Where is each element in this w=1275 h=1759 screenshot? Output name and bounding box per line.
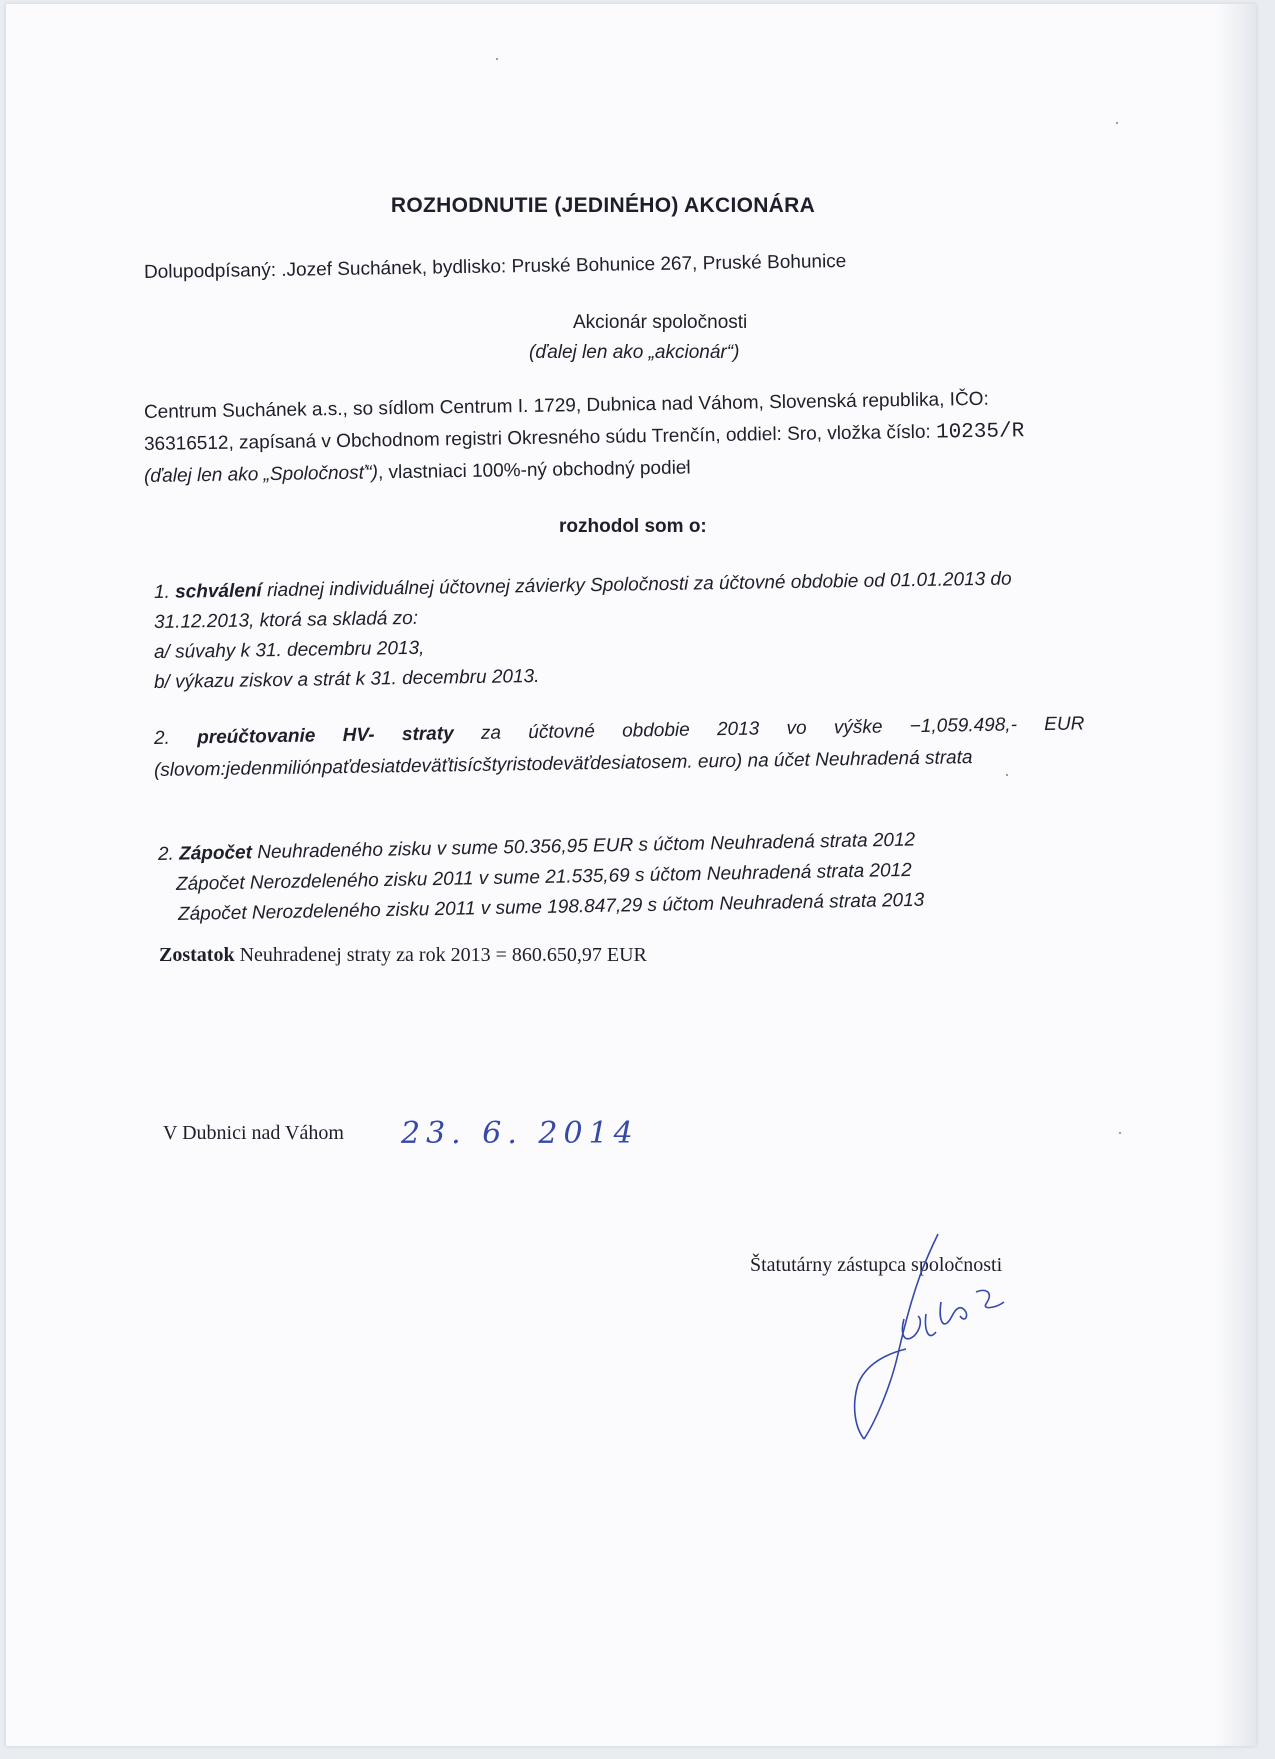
company-share: , vlastniaci 100%-ný obchodný podiel: [377, 457, 691, 484]
item1-keyword: schválení: [174, 580, 262, 603]
item3-text: Neuhradeného zisku v sume 50.356,95 EUR s účtom Neuhradená strata 2012: [257, 829, 916, 864]
undersigned-line: Dolupodpísaný: .Jozef Suchánek, bydlisko: Pruské Bohunice 267, Pruské Bohunice: [143, 250, 847, 283]
role-line: Akcionár spoločnosti: [573, 312, 748, 333]
company-line-2: [144, 420, 1025, 457]
item2-line-2: (slovom:jedenmiliónpaťdesiatdeväťtisícštyristodeväťdesiatosem. euro) na účet Neuhradená strata: [153, 747, 973, 781]
item3-line-1: [158, 829, 916, 866]
company-line-2-text: 36316512, zapísaná v Obchodnom registri Okresného súdu Trenčín, oddiel: Sro, vložka číslo:: [143, 421, 931, 455]
role-note: (ďalej len ako „akcionár“): [529, 342, 740, 363]
company-line-3: [144, 457, 691, 488]
decided-heading: rozhodol som o:: [559, 516, 707, 537]
item3-line-3: Zápočet Nerozdeleného zisku 2011 v sume 198.847,29 s účtom Neuhradená strata 2013: [177, 889, 925, 925]
scan-speck: [1119, 1132, 1121, 1134]
item2-number: 2.: [153, 727, 171, 749]
signatory-label: Štatutárny zástupca spoločnosti: [750, 1254, 1003, 1276]
item2-keyword: preúčtovanie HV- straty: [196, 723, 454, 749]
item1-line-3: a/ súvahy k 31. decembru 2013,: [153, 637, 425, 663]
item1-text: riadnej individuálnej účtovnej závierky Spoločnosti za účtovné obdobie od 01.01.2013 do: [266, 568, 1012, 602]
registration-number: 10235/R: [935, 420, 1025, 445]
scan-speck: [1116, 122, 1118, 124]
place-line: V Dubnici nad Váhom: [163, 1122, 344, 1144]
remainder-text: Neuhradenej straty za rok 2013 = 860.650,97 EUR: [239, 944, 647, 966]
item3-line-2: Zápočet Nerozdeleného zisku 2011 v sume 21.535,69 s účtom Neuhradená strata 2012: [175, 859, 912, 895]
item1-line-2: 31.12.2013, ktorá sa skladá zo:: [153, 607, 419, 633]
company-line-1: Centrum Suchánek a.s., so sídlom Centrum I. 1729, Dubnica nad Váhom, Slovenská republika, IČO:: [143, 388, 989, 423]
remainder-line: [159, 944, 647, 967]
company-alias: (ďalej len ako „Spoločnosť“): [143, 462, 379, 487]
item2-text: za účtovné obdobie 2013 vo výške −1,059.498,-: [480, 714, 1018, 744]
document-page: [6, 4, 1256, 1746]
item2-line-1: [154, 713, 1085, 750]
remainder-keyword: Zostatok: [159, 944, 235, 966]
item2-currency: EUR: [1044, 713, 1085, 736]
handwritten-date: 23. 6. 2014: [401, 1116, 639, 1151]
scan-speck: [1006, 774, 1008, 776]
item1-line-4: b/ výkazu ziskov a strát k 31. decembru 2013.: [153, 665, 540, 693]
item3-number: 2.: [157, 843, 175, 865]
item1-number: 1.: [153, 581, 171, 603]
item1-line-1: [154, 569, 1012, 604]
signature-icon: [826, 1204, 1076, 1454]
item3-keyword: Zápočet: [178, 842, 253, 865]
scan-speck: [496, 58, 498, 60]
document-title: ROZHODNUTIE (JEDINÉHO) AKCIONÁRA: [390, 194, 816, 217]
